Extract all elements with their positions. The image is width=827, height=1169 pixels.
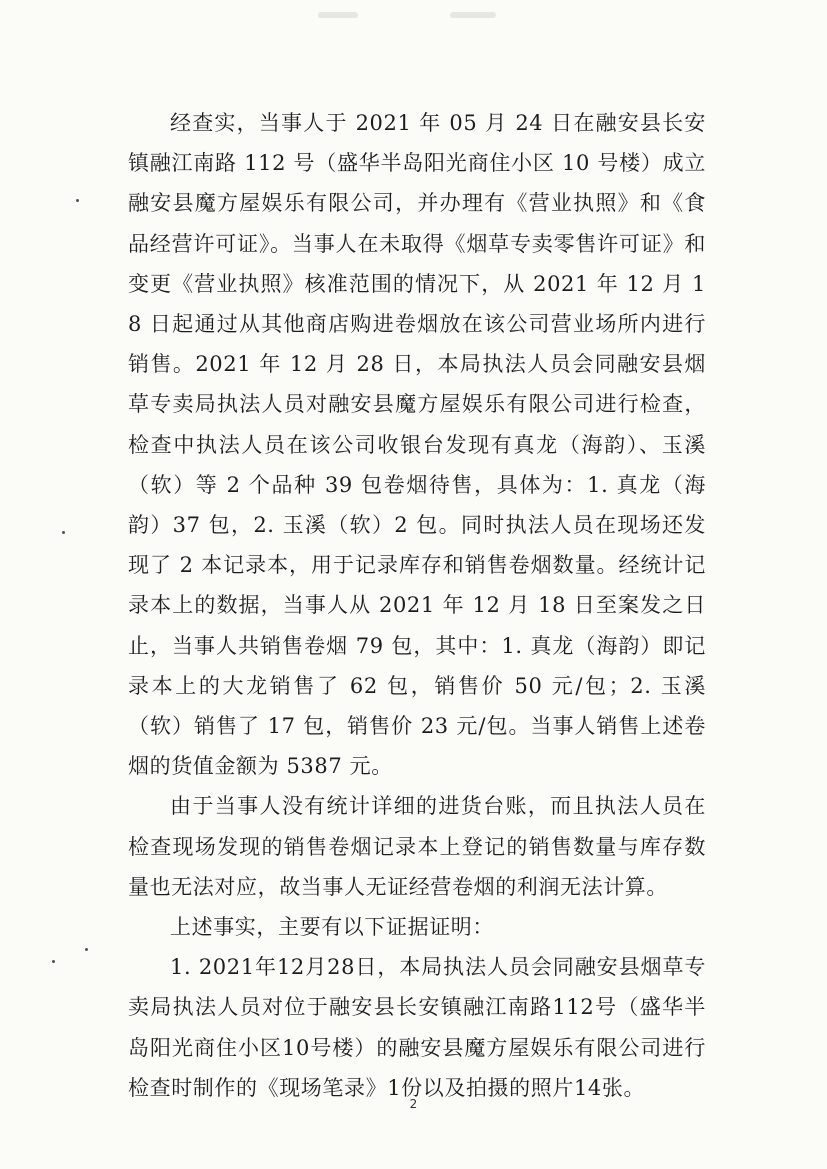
page-number: 2	[409, 1097, 418, 1111]
paragraph-evidence-1: 1. 2021年12月28日，本局执法人员会同融安县烟草专卖局执法人员对位于融安县长安镇融江南路112号（盛华半岛阳光商住小区10号楼）的融安县魔方屋娱乐有限公司进行检查时制作的《现场笔录》1份以及拍摄的照片14张。	[128, 955, 706, 1100]
margin-mark	[76, 199, 79, 202]
paragraph-facts: 经查实，当事人于 2021 年 05 月 24 日在融安县长安镇融江南路 112 号（盛华半岛阳光商住小区 10 号楼）成立融安县魔方屋娱乐有限公司，并办理有《营业执照》和《食品经营许可证》。当事人在未取得《烟草专卖零售许可证》和变更《营业执照》核准范围的情况下，从 2021 年 12 月 18 日起通过从其他商店购进卷烟放在该公司营业场所内进行销售。2021 年 12 月 28 日，本局执法人员会同融安县烟草专卖局执法人员对融安县魔方屋娱乐有限公司进行检查，检查中执法人员在该公司收银台发现有真龙（海韵）、玉溪（软）等 2 个品种 39 包卷烟待售，具体为：1. 真龙（海韵）37 包，2. 玉溪（软）2 包。同时执法人员在现场还发现了 2 本记录本，用于记录库存和销售卷烟数量。经统计记录本上的数据，当事人从 2021 年 12 月 18 日至案发之日止，当事人共销售卷烟 79 包，其中：1. 真龙（海韵）即记录本上的大龙销售了 62 包，销售价 50 元/包；2. 玉溪（软）销售了 17 包，销售价 23 元/包。当事人销售上述卷烟的货值金额为 5387 元。	[128, 111, 706, 779]
margin-mark	[52, 960, 55, 963]
bleed-through-header	[0, 4, 827, 34]
margin-mark	[62, 531, 65, 534]
paragraph-profit: 由于当事人没有统计详细的进货台账，而且执法人员在检查现场发现的销售卷烟记录本上登记的销售数量与库存数量也无法对应，故当事人无证经营卷烟的利润无法计算。	[128, 794, 706, 899]
paragraph-evidence-intro: 上述事实，主要有以下证据证明：	[170, 915, 494, 940]
document-body	[128, 103, 706, 1108]
margin-mark	[85, 948, 88, 951]
